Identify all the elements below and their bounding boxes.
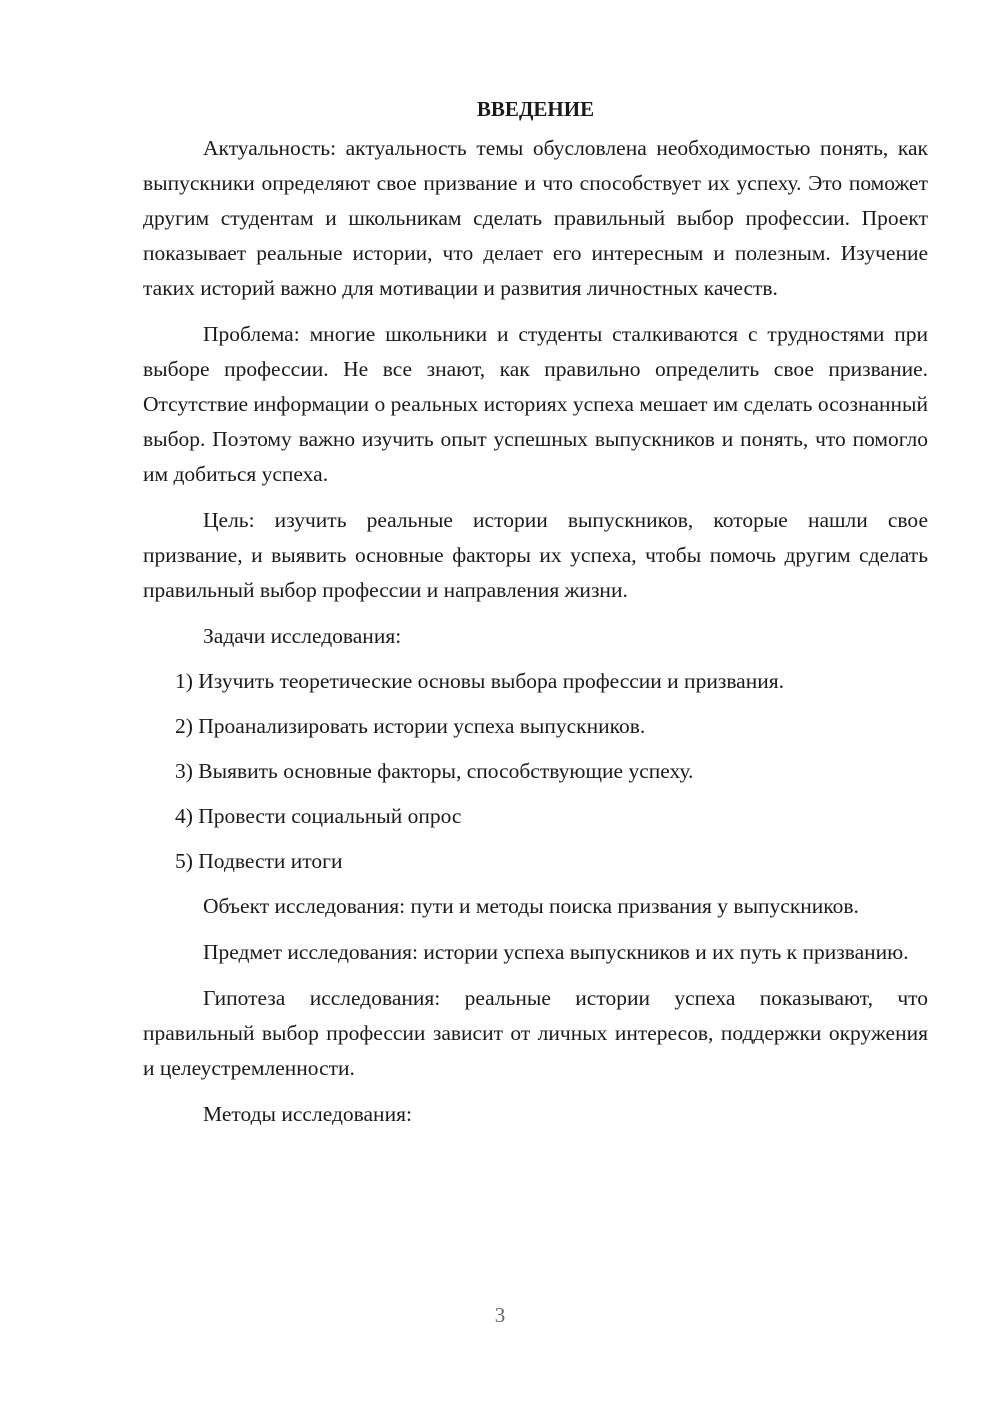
goal-paragraph: Цель: изучить реальные истории выпускников, которые нашли свое призвание, и выявить основные факторы их успеха, чтобы помочь другим сделать правильный выбор профессии и направления жизни.: [143, 508, 928, 602]
page-number: 3: [494, 1303, 506, 1327]
problem-paragraph: Проблема: многие школьники и студенты сталкиваются с трудностями при выборе профессии. Не все знают, как правильно определить свое призвание. Отсутствие информации о реальных историях успеха мешает им сделать осознанный выбор. Поэтому важно изучить опыт успешных выпускников и понять, что помогло им добиться успеха.: [143, 322, 928, 486]
task-item: 5) Подвести итоги: [175, 849, 343, 873]
task-item: 3) Выявить основные факторы, способствующие успеху.: [175, 759, 694, 783]
task-item: 1) Изучить теоретические основы выбора профессии и призвания.: [175, 669, 785, 693]
section-title: ВВЕДЕНИЕ: [476, 97, 595, 121]
tasks-list: [143, 664, 928, 879]
object-paragraph: Объект исследования: пути и методы поиска призвания у выпускников.: [203, 894, 859, 918]
methods-heading: Методы исследования:: [203, 1102, 412, 1126]
page-content: [143, 92, 928, 1143]
subject-paragraph: Предмет исследования: истории успеха выпускников и их путь к призванию.: [203, 940, 909, 964]
relevance-paragraph: Актуальность: актуальность темы обусловлена необходимостью понять, как выпускники определяют свое призвание и что способствует их успеху. Это поможет другим студентам и школьникам сделать правильный выбор профессии. Проект показывает реальные истории, что делает его интересным и полезным. Изучение таких историй важно для мотивации и развития личностных качеств.: [143, 136, 928, 300]
task-item: 2) Проанализировать истории успеха выпускников.: [175, 714, 646, 738]
hypothesis-paragraph: Гипотеза исследования: реальные истории успеха показывают, что правильный выбор профессии зависит от личных интересов, поддержки окружения и целеустремленности.: [143, 986, 928, 1080]
task-item: 4) Провести социальный опрос: [175, 804, 462, 828]
tasks-heading: Задачи исследования:: [203, 624, 402, 648]
